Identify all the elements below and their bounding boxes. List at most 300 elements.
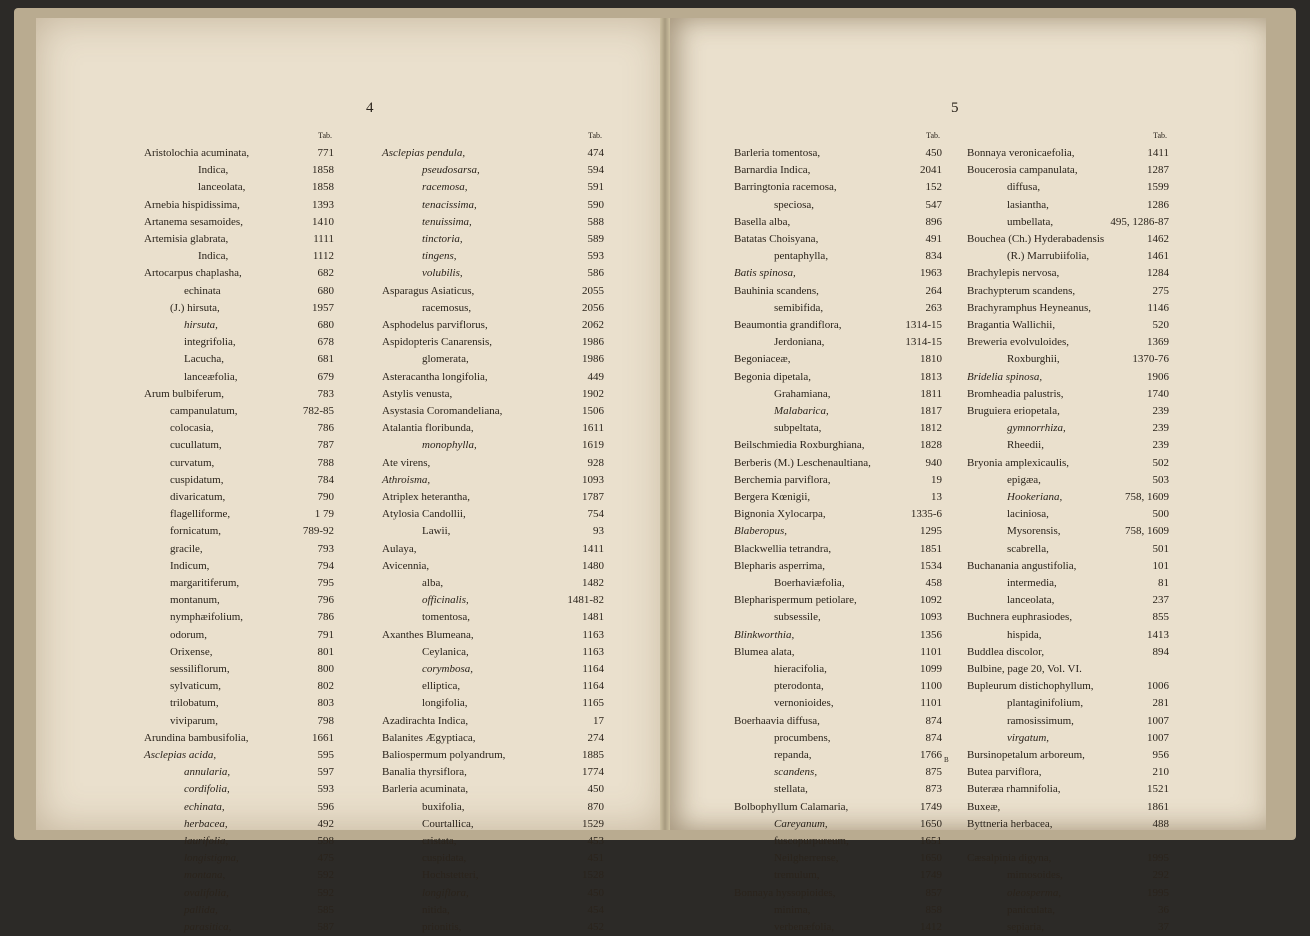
entry-name: Butea parviflora, (967, 766, 1042, 779)
index-entry (144, 455, 334, 472)
entry-tab-number: 1101 (920, 645, 942, 658)
index-entry (144, 902, 334, 919)
entry-name: pseudosarsa, (422, 164, 480, 177)
index-entry (382, 781, 604, 798)
index-entry (734, 334, 942, 351)
index-entry (967, 764, 1169, 781)
entry-name: Jerdoniana, (774, 336, 825, 349)
entry-name: Bragantia Wallichii, (967, 319, 1056, 331)
entry-tab-number: 1295 (920, 525, 942, 538)
index-entry (967, 816, 1169, 833)
index-entry (734, 541, 942, 558)
entry-tab-number: 488 (1152, 817, 1169, 830)
index-entry (382, 919, 604, 936)
index-entry (734, 661, 942, 678)
entry-name: divaricatum, (170, 491, 226, 503)
entry-name: longiflora, (422, 886, 469, 899)
entry-name: Berberis (M.) Leschenaultiana, (734, 456, 871, 469)
index-entry (382, 678, 604, 695)
entry-name: Buteræa rhamnifolia, (967, 783, 1061, 796)
entry-tab-number: 1111 (313, 233, 334, 245)
index-entry (382, 867, 604, 884)
entry-tab-number: 491 (925, 233, 942, 245)
entry-name: odorum, (170, 628, 207, 641)
entry-tab-number: 502 (1152, 456, 1169, 469)
entry-tab-number: 1100 (920, 680, 942, 693)
entry-tab-number: 1481-82 (567, 594, 604, 607)
entry-name: Hookeriana, (1007, 491, 1063, 503)
index-entry (382, 644, 604, 661)
index-entry (734, 489, 942, 506)
entry-name: Basella alba, (734, 215, 791, 228)
entry-tab-number: 454 (587, 903, 604, 916)
index-entry (967, 197, 1169, 214)
index-entry (967, 472, 1169, 489)
entry-tab-number: 263 (925, 301, 942, 314)
entry-tab-number: 500 (1152, 508, 1169, 521)
entry-tab-number: 587 (317, 921, 334, 933)
entry-name: vernonioides, (774, 697, 834, 710)
entry-tab-number: 873 (925, 783, 942, 796)
entry-tab-number: 239 (1152, 405, 1169, 417)
entry-tab-number: 680 (317, 284, 334, 297)
entry-name: annularia, (184, 766, 231, 779)
entry-tab-number: 758, 1609 (1125, 491, 1169, 503)
entry-tab-number: 787 (317, 439, 334, 452)
entry-tab-number: 17 (593, 714, 604, 727)
entry-name: herbacea, (184, 817, 228, 830)
index-entry (967, 145, 1169, 162)
index-entry (967, 386, 1169, 403)
entry-tab-number: 1411 (582, 542, 604, 555)
entry-name: Athroisma, (382, 473, 431, 486)
entry-name: racemosus, (422, 301, 472, 314)
entry-name: Blaberopus, (734, 525, 788, 538)
entry-name: montanum, (170, 594, 220, 607)
entry-name: Asteracantha longifolia, (382, 370, 488, 383)
entry-name: Baliospermum polyandrum, (382, 749, 506, 761)
index-entry (144, 558, 334, 575)
entry-name: pallida, (184, 903, 218, 916)
entry-tab-number: 1286 (1147, 198, 1169, 211)
entry-tab-number: 803 (317, 697, 334, 710)
entry-name: Blepharis asperrima, (734, 559, 826, 572)
entry-name: trilobatum, (170, 697, 219, 710)
entry-name: tomentosa, (422, 611, 470, 624)
index-entry (144, 678, 334, 695)
index-entry (382, 833, 604, 850)
entry-name: nymphæifolium, (170, 611, 244, 624)
entry-tab-number: 681 (317, 353, 334, 366)
index-entry (382, 420, 604, 437)
entry-tab-number: 1766 (920, 749, 942, 761)
index-entry (734, 609, 942, 626)
index-entry (144, 816, 334, 833)
entry-name: laciniosa, (1007, 508, 1049, 521)
entry-name: Brachyramphus Heyneanus, (967, 301, 1092, 314)
entry-tab-number: 597 (317, 766, 334, 779)
entry-name: mimosoides, (1007, 869, 1063, 882)
index-entry (144, 867, 334, 884)
index-entry (967, 351, 1169, 368)
entry-name: Bromheadia palustris, (967, 387, 1064, 400)
entry-tab-number: 1650 (920, 852, 942, 865)
entry-tab-number: 2041 (920, 164, 942, 177)
entry-name: longistigma, (184, 852, 239, 865)
entry-name: viviparum, (170, 714, 218, 727)
entry-tab-number: 1093 (582, 473, 604, 486)
entry-name: corymbosa, (422, 663, 474, 675)
entry-name: lanceolata, (1007, 594, 1055, 607)
index-entry (734, 558, 942, 575)
entry-name: oleosperma, (1007, 886, 1062, 899)
entry-name: Avicennia, (382, 559, 430, 572)
entry-name: Atylosia Candollii, (382, 508, 466, 521)
index-entry (382, 265, 604, 282)
index-entry (967, 781, 1169, 798)
entry-name: curvatum, (170, 456, 215, 469)
index-entry (734, 214, 942, 231)
entry-name: Beaumontia grandiflora, (734, 319, 842, 331)
entry-tab-number: 1534 (920, 559, 942, 572)
entry-tab-number: 598 (317, 835, 334, 847)
entry-name: Asphodelus parviflorus, (382, 319, 488, 331)
entry-name: Barringtonia racemosa, (734, 181, 837, 194)
index-entry (967, 489, 1169, 506)
entry-name: parasitica, (184, 921, 232, 933)
entry-name: Breweria evolvuloides, (967, 336, 1070, 349)
entry-name: Bonnaya hyssopioides, (734, 886, 836, 899)
entry-tab-number: 495, 1286-87 (1110, 215, 1169, 228)
index-entry (144, 300, 334, 317)
entry-tab-number: 1861 (1147, 800, 1169, 813)
entry-name: Grahamiana, (774, 387, 831, 400)
index-entry (144, 885, 334, 902)
index-entry (382, 197, 604, 214)
index-entry (382, 248, 604, 265)
entry-name: margaritiferum, (170, 577, 240, 589)
entry-name: cristata, (422, 835, 457, 847)
entry-tab-number: 1986 (582, 336, 604, 349)
entry-name: Hochstetteri, (422, 869, 479, 882)
entry-name: Indicum, (170, 559, 210, 572)
entry-name: tenacissima, (422, 198, 477, 211)
entry-name: diffusa, (1007, 181, 1041, 194)
entry-tab-number: 680 (317, 319, 334, 331)
index-entry (382, 575, 604, 592)
entry-tab-number: 501 (1152, 542, 1169, 555)
entry-name: Buchanania angustifolia, (967, 559, 1077, 572)
entry-tab-number: 858 (925, 903, 942, 916)
entry-name: monophylla, (422, 439, 477, 452)
entry-name: Bouchea (Ch.) Hyderabadensis (967, 233, 1105, 245)
entry-name: ovalifolia, (184, 886, 229, 899)
entry-tab-number: 1314-15 (905, 336, 942, 349)
entry-tab-number: 101 (1152, 559, 1169, 572)
entry-tab-number: 1 79 (314, 508, 334, 521)
entry-name: Barleria tomentosa, (734, 147, 821, 159)
entry-name: Blumea alata, (734, 645, 795, 658)
index-entry (144, 644, 334, 661)
entry-tab-number: 1740 (1147, 387, 1169, 400)
entry-name: cuspidatum, (170, 473, 224, 486)
index-entry (734, 919, 942, 936)
entry-tab-number: 1112 (312, 250, 334, 263)
entry-name: Bolbophyllum Calamaria, (734, 800, 849, 813)
entry-name: Bignonia Xylocarpa, (734, 508, 826, 521)
index-entry (967, 437, 1169, 454)
signature-mark: B (944, 756, 949, 764)
index-entry (382, 885, 604, 902)
entry-tab-number: 1092 (920, 594, 942, 607)
entry-name: Artemisia glabrata, (144, 233, 229, 245)
index-entry (382, 661, 604, 678)
entry-tab-number: 1287 (1147, 164, 1169, 177)
entry-tab-number: 1410 (312, 215, 334, 228)
index-entry (967, 919, 1169, 936)
entry-tab-number: 1749 (920, 869, 942, 882)
entry-name: hispida, (1007, 628, 1042, 641)
index-entry (382, 300, 604, 317)
entry-name: cuspidata, (422, 852, 467, 865)
entry-tab-number: 36 (1158, 903, 1169, 916)
index-entry (382, 489, 604, 506)
tab-column-header: Tab. (588, 131, 602, 140)
index-entry (144, 386, 334, 403)
entry-name: subpeltata, (774, 422, 822, 435)
index-entry (734, 730, 942, 747)
entry-tab-number: 802 (317, 680, 334, 693)
index-entry (144, 730, 334, 747)
entry-name: Beilschmiedia Roxburghiana, (734, 439, 865, 452)
entry-name: hirsuta, (184, 319, 218, 331)
entry-tab-number: 586 (587, 267, 604, 280)
entry-tab-number: 1817 (920, 405, 942, 417)
entry-tab-number: 801 (317, 645, 334, 658)
index-entry (967, 799, 1169, 816)
index-entry (967, 541, 1169, 558)
entry-tab-number: 13 (931, 491, 942, 503)
left-page (36, 18, 666, 933)
entry-tab-number: 758, 1609 (1125, 525, 1169, 538)
entry-tab-number: 595 (317, 749, 334, 761)
entry-tab-number: 1393 (312, 198, 334, 211)
index-entry (144, 713, 334, 730)
entry-tab-number: 589 (587, 233, 604, 245)
entry-name: elliptica, (422, 680, 461, 693)
index-entry (382, 283, 604, 300)
entry-tab-number: 1006 (1147, 680, 1169, 693)
entry-name: Boerhaavia diffusa, (734, 714, 820, 727)
entry-name: laurifolia, (184, 835, 229, 847)
index-entry (144, 781, 334, 798)
index-entry (734, 678, 942, 695)
entry-name: Byttneria herbacea, (967, 817, 1053, 830)
tab-column-header: Tab. (318, 131, 332, 140)
index-entry (967, 695, 1169, 712)
entry-name: Neilgherrense, (774, 852, 839, 865)
entry-name: gracile, (170, 542, 203, 555)
entry-tab-number: 1007 (1147, 731, 1169, 744)
index-entry (144, 248, 334, 265)
entry-tab-number: 292 (1152, 869, 1169, 882)
entry-tab-number: 450 (587, 886, 604, 899)
entry-name: Axanthes Blumeana, (382, 628, 474, 641)
index-entry (734, 455, 942, 472)
entry-tab-number: 1335-6 (910, 508, 942, 521)
entry-tab-number: 210 (1152, 766, 1169, 779)
index-entry (967, 523, 1169, 540)
entry-tab-number: 1902 (582, 387, 604, 400)
entry-tab-number: 520 (1152, 319, 1169, 331)
index-entry (144, 145, 334, 162)
entry-tab-number: 1906 (1147, 370, 1169, 383)
entry-name: nitida, (422, 903, 450, 916)
entry-tab-number: 1369 (1147, 336, 1169, 349)
entry-tab-number: 956 (1152, 749, 1169, 761)
entry-tab-number: 450 (587, 783, 604, 796)
right-page (666, 18, 1266, 933)
index-entry (382, 558, 604, 575)
index-entry (734, 713, 942, 730)
index-entry (144, 506, 334, 523)
entry-tab-number: 1957 (312, 301, 334, 314)
entry-tab-number: 19 (931, 473, 942, 486)
entry-tab-number: 1611 (582, 422, 604, 435)
entry-name: umbellata, (1007, 215, 1054, 228)
entry-tab-number: 1146 (1147, 301, 1169, 314)
entry-name: echinata, (184, 800, 225, 813)
entry-name: Orixense, (170, 645, 213, 658)
index-entry (382, 506, 604, 523)
entry-tab-number: 93 (593, 525, 604, 538)
index-entry (144, 609, 334, 626)
index-entry (144, 472, 334, 489)
index-entry (382, 455, 604, 472)
entry-name: Ceylanica, (422, 645, 469, 658)
entry-name: cucullatum, (170, 439, 222, 452)
entry-name: Banalia thyrsiflora, (382, 766, 467, 779)
entry-tab-number: 458 (925, 577, 942, 589)
index-entry (967, 867, 1169, 884)
entry-name: fuscopurpureum, (774, 835, 849, 847)
entry-name: sepiaria, (1007, 921, 1044, 933)
entry-name: epigæa, (1007, 473, 1041, 486)
entry-tab-number: 1528 (582, 869, 604, 882)
index-entry (734, 472, 942, 489)
entry-name: Bupleurum distichophyllum, (967, 680, 1094, 693)
index-entry (734, 627, 942, 644)
index-entry (734, 799, 942, 816)
entry-name: (R.) Marrubiifolia, (1007, 250, 1090, 263)
entry-name: volubilis, (422, 267, 463, 280)
entry-name: Indica, (198, 164, 229, 177)
index-entry (734, 197, 942, 214)
entry-tab-number: 793 (317, 542, 334, 555)
index-entry (967, 747, 1169, 764)
entry-name: speciosa, (774, 198, 815, 211)
index-entry (734, 764, 942, 781)
entry-tab-number: 1986 (582, 353, 604, 366)
entry-tab-number: 783 (317, 387, 334, 400)
entry-tab-number: 237 (1152, 594, 1169, 607)
index-entry (382, 214, 604, 231)
index-entry (382, 145, 604, 162)
index-entry (734, 300, 942, 317)
entry-name: tremulum, (774, 869, 820, 882)
entry-tab-number: 1163 (582, 645, 604, 658)
entry-name: Astylis venusta, (382, 387, 453, 400)
entry-name: colocasia, (170, 422, 214, 435)
index-entry (734, 523, 942, 540)
entry-name: Asclepias pendula, (382, 147, 466, 159)
entry-tab-number: 592 (317, 886, 334, 899)
entry-name: flagelliforme, (170, 508, 231, 521)
entry-name: Begonia dipetala, (734, 370, 811, 383)
entry-tab-number: 239 (1152, 439, 1169, 452)
entry-name: integrifolia, (184, 336, 236, 349)
index-entry (734, 248, 942, 265)
entry-name: Arnebia hispidissima, (144, 198, 240, 211)
index-entry (734, 833, 942, 850)
entry-tab-number: 1007 (1147, 714, 1169, 727)
entry-tab-number: 795 (317, 577, 334, 589)
index-entry (382, 730, 604, 747)
entry-tab-number: 452 (587, 921, 604, 933)
entry-tab-number: 264 (925, 284, 942, 297)
entry-name: virgatum, (1007, 731, 1050, 744)
entry-tab-number: 1651 (920, 835, 942, 847)
entry-name: glomerata, (422, 353, 469, 366)
entry-tab-number: 1828 (920, 439, 942, 452)
entry-tab-number: 1413 (1147, 628, 1169, 641)
index-entry (382, 609, 604, 626)
entry-name: Buddlea discolor, (967, 645, 1045, 658)
index-entry (144, 799, 334, 816)
entry-name: repanda, (774, 749, 812, 761)
index-entry (967, 661, 1169, 678)
entry-name: scabrella, (1007, 542, 1049, 555)
entry-name: montana, (184, 869, 226, 882)
entry-tab-number: 274 (587, 731, 604, 744)
entry-name: Bursinopetalum arboreum, (967, 749, 1085, 761)
index-entry (734, 403, 942, 420)
index-entry (734, 437, 942, 454)
entry-name: Bryonia amplexicaulis, (967, 456, 1070, 469)
entry-name: ramosissimum, (1007, 714, 1074, 727)
entry-tab-number: 771 (317, 147, 334, 159)
entry-tab-number: 678 (317, 336, 334, 349)
index-entry (734, 265, 942, 282)
entry-name: Boucerosia campanulata, (967, 164, 1078, 177)
index-entry (967, 730, 1169, 747)
entry-tab-number: 1650 (920, 817, 942, 830)
entry-tab-number: 275 (1152, 284, 1169, 297)
book-gutter (660, 18, 670, 830)
entry-tab-number: 870 (587, 800, 604, 813)
index-entry (144, 179, 334, 196)
entry-tab-number: 475 (317, 852, 334, 865)
entry-name: lanceæfolia, (184, 370, 238, 383)
entry-tab-number: 2055 (582, 284, 604, 297)
index-entry (967, 179, 1169, 196)
entry-tab-number: 450 (925, 147, 942, 159)
index-entry (734, 351, 942, 368)
entry-name: Asystasia Coromandeliana, (382, 405, 503, 417)
entry-name: subsessile, (774, 611, 821, 624)
entry-name: Lacucha, (184, 353, 224, 366)
index-entry (967, 713, 1169, 730)
